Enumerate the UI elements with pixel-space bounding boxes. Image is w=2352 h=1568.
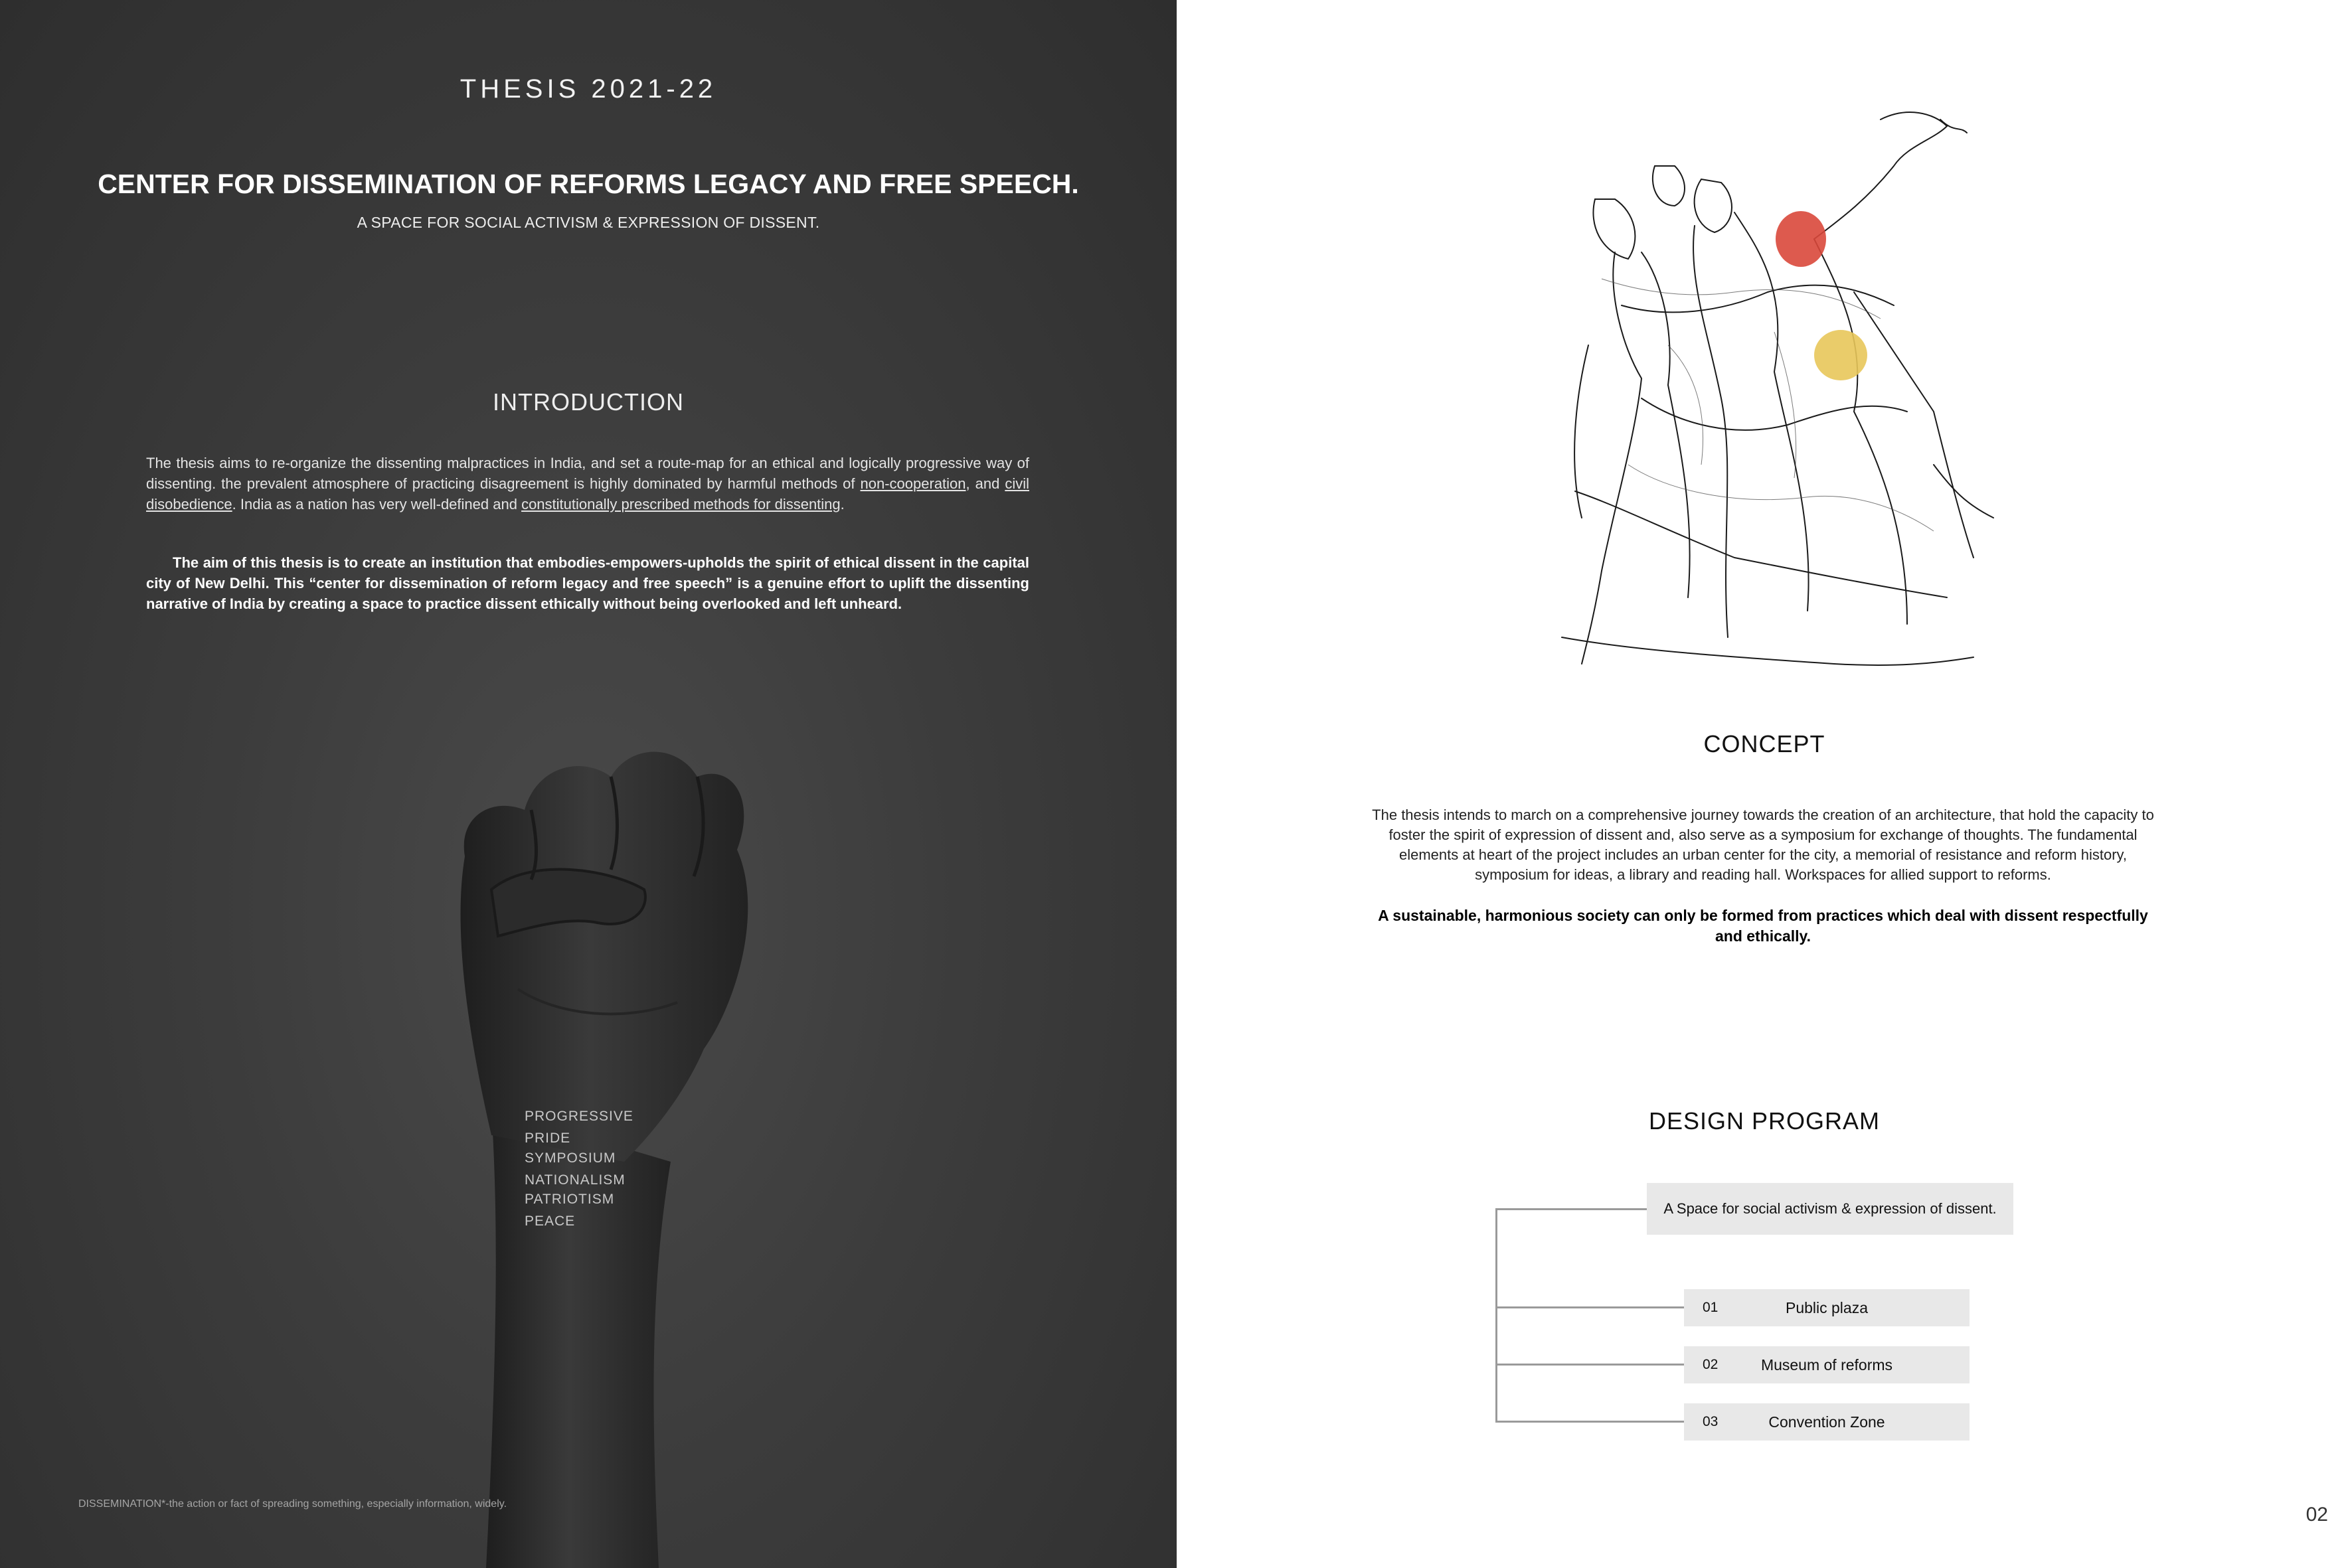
intro-text-part: . India as a nation has very well-defined and (232, 496, 522, 512)
design-program-tree (1495, 1182, 2000, 1460)
right-page (1177, 0, 2352, 1568)
arm-word: SYMPOSIUM (525, 1150, 616, 1166)
intro-text-part: The thesis aims to re-organize the dissenting malpractices in India, and set a route-map for an ethical and logically progressive way of dissenting. the prevalent atmosphere of practicing disagreement is highly dominated by harmful methods of (146, 455, 1029, 492)
introduction-heading: INTRODUCTION (493, 388, 684, 416)
project-title: CENTER FOR DISSEMINATION OF REFORMS LEGACY AND FREE SPEECH. (98, 169, 1079, 199)
program-item-label: Museum of reforms (1760, 1356, 1893, 1373)
concept-paragraph: The thesis intends to march on a comprehensive journey towards the creation of an architecture, that hold the capacity to foster the spirit of expression of dissent and, also serve as a symposium for exchange of thoughts. The fundamental elements at heart of the project includes an urban center for the city, a memorial of resistance and reform history, symposium for ideas, a library and reading hall. Workspaces for allied support to reforms. (1372, 807, 2154, 883)
tree-branch-line (1495, 1306, 1684, 1308)
civil-disobedience-link: civil disobedience (146, 475, 1029, 512)
tree-branch-line (1495, 1364, 1684, 1366)
program-item (1684, 1346, 1970, 1383)
program-item (1684, 1289, 1970, 1326)
raised-fist-image (452, 737, 784, 1568)
program-item-label: Convention Zone (1768, 1413, 1885, 1431)
program-item-label: Public plaza (1785, 1299, 1869, 1316)
design-program-heading: DESIGN PROGRAM (1648, 1107, 1881, 1135)
arm-word: PEACE (525, 1214, 576, 1229)
intro-text-part: , and (966, 475, 1005, 492)
tree-branch-line (1495, 1421, 1684, 1423)
aim-paragraph: The aim of this thesis is to create an institution that embodies-empowers-upholds the spirit of ethical dissent in the capital city of New Delhi. This “center for dissemination of reform legacy and free speech” is a genuine effort to uplift the dissenting narrative of India by creating a space to practice dissent ethically without being overlooked and left unheard. (146, 554, 1029, 612)
project-subtitle: A SPACE FOR SOCIAL ACTIVISM & EXPRESSION OF DISSENT. (357, 214, 820, 231)
program-item (1684, 1403, 1970, 1441)
arm-word: NATIONALISM (525, 1172, 626, 1188)
constitutional-methods-link: constitutionally prescribed methods for dissenting (521, 496, 841, 512)
arm-word: PATRIOTISM (525, 1192, 615, 1207)
tree-branch-line (1495, 1208, 1647, 1210)
program-item-number: 03 (1703, 1414, 1719, 1429)
tree-trunk-line (1495, 1208, 1497, 1423)
concept-heading: CONCEPT (1703, 730, 1825, 757)
arm-word: PROGRESSIVE (525, 1109, 633, 1124)
thesis-year-title: THESIS 2021-22 (460, 74, 717, 104)
arm-word: PRIDE (525, 1131, 571, 1146)
program-item-number: 02 (1703, 1357, 1719, 1372)
program-main-box: A Space for social activism & expression of dissent. (1647, 1183, 2013, 1235)
program-item-number: 01 (1703, 1300, 1719, 1315)
page-number: 02 (2306, 1504, 2328, 1526)
concept-quote: A sustainable, harmonious society can only be formed from practices which deal with dissent respectfully and ethically. (1378, 907, 2148, 945)
dissemination-footnote: DISSEMINATION*-the action or fact of spreading something, especially information, widely. (78, 1498, 507, 1510)
protest-figures-sketch (1535, 93, 2000, 677)
intro-text-part: . (840, 496, 845, 512)
introduction-paragraph (146, 453, 1029, 514)
non-cooperation-link: non-cooperation (860, 475, 966, 492)
